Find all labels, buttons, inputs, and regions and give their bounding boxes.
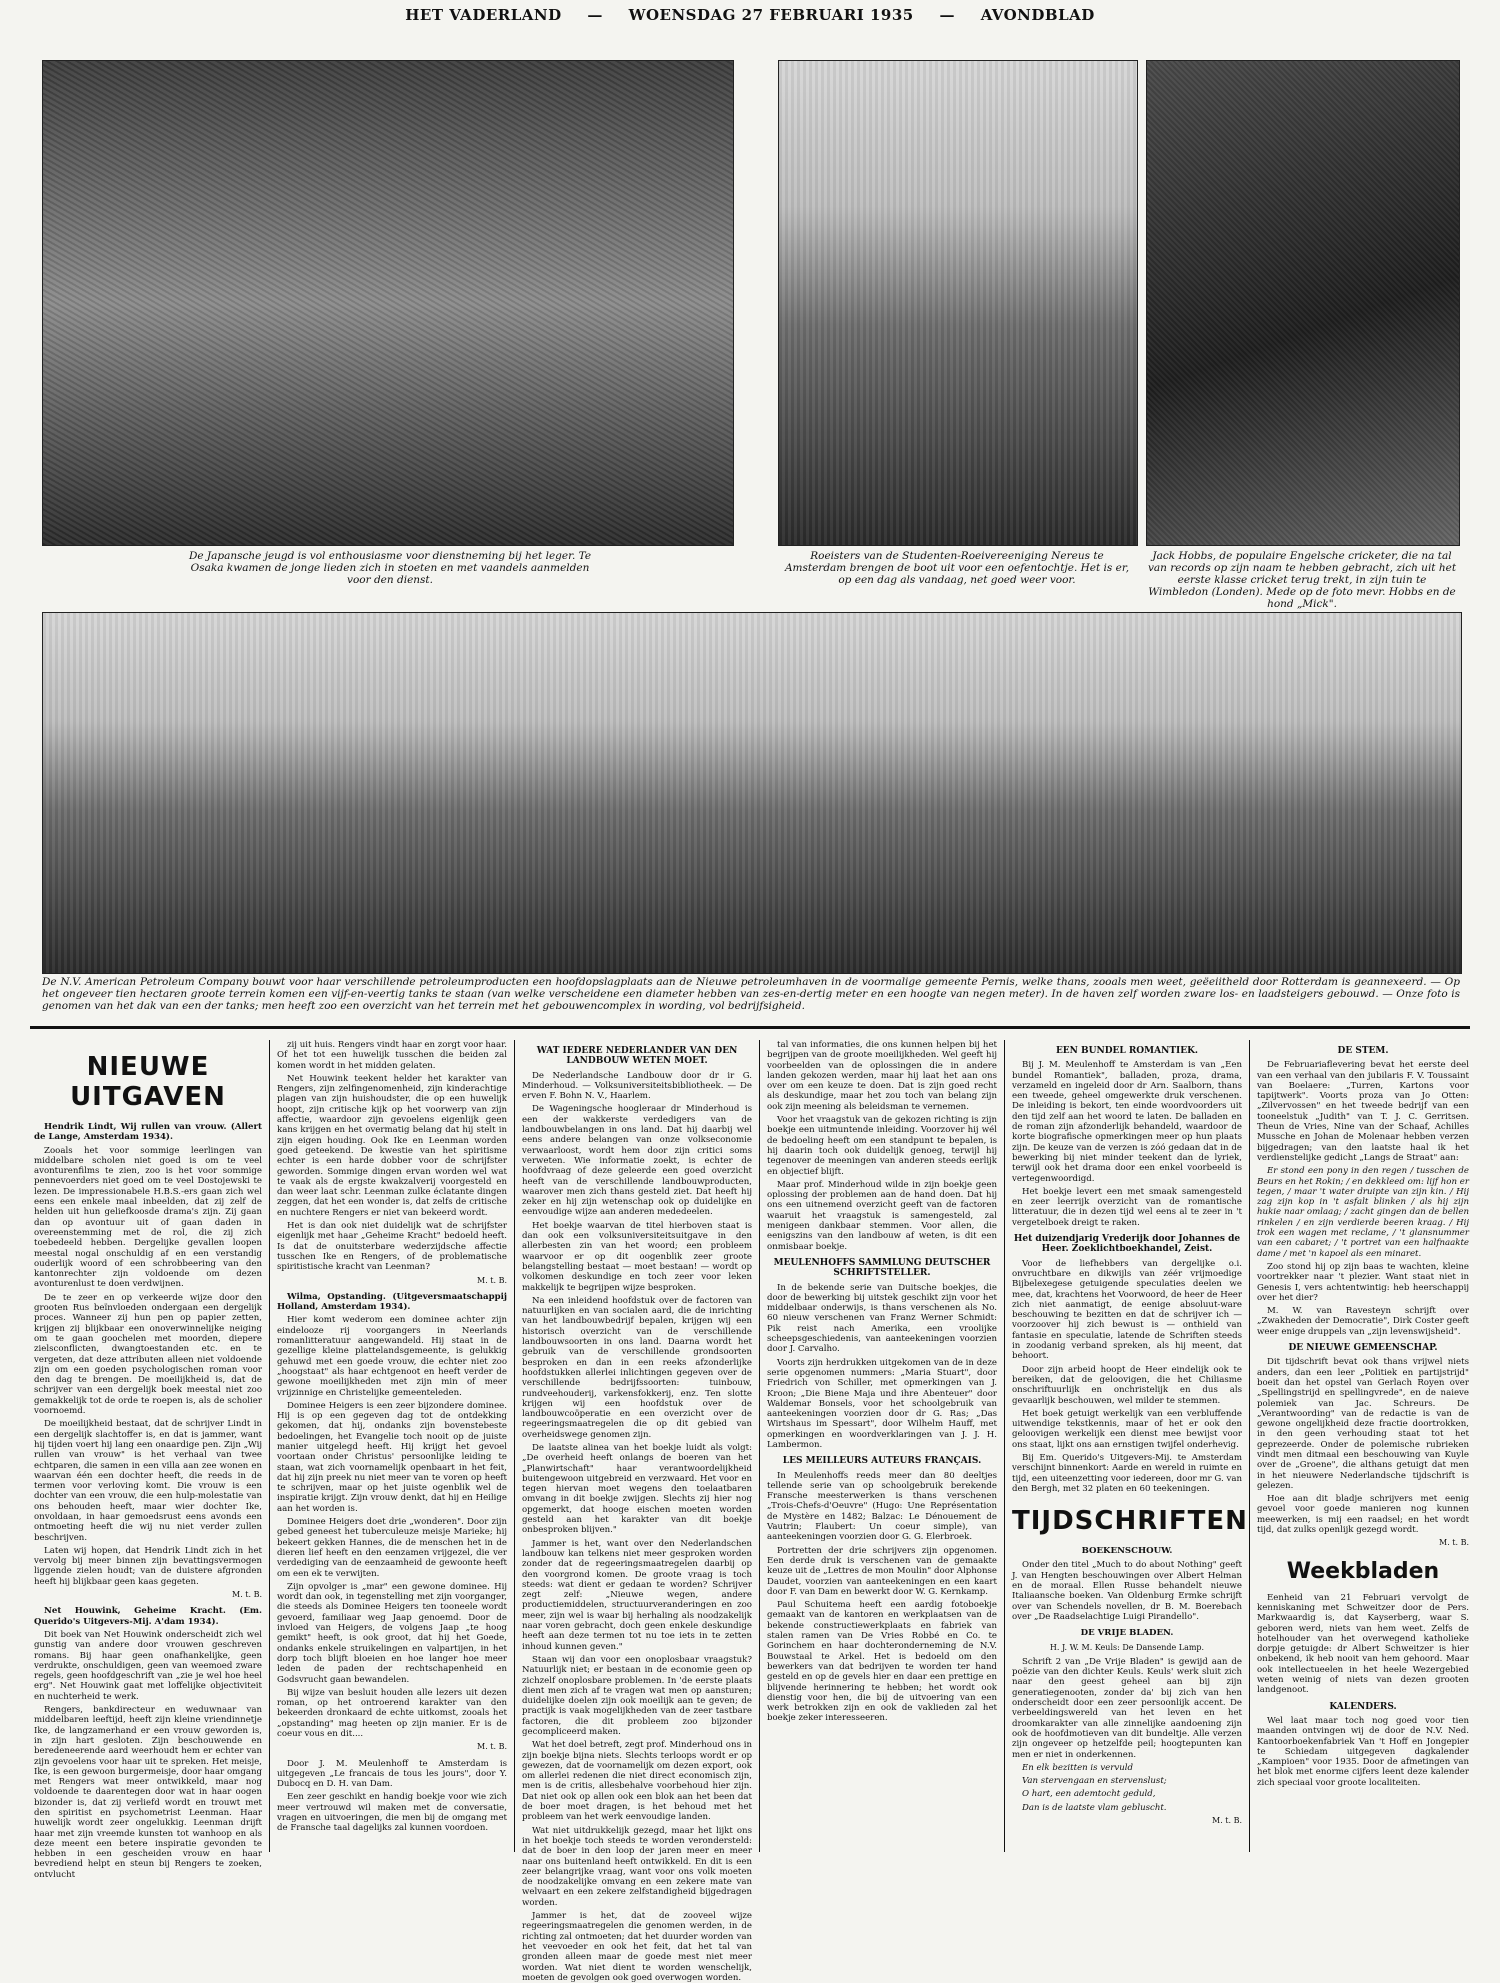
japan-photo — [42, 60, 734, 546]
column-6 — [1257, 1040, 1469, 1852]
section-divider — [30, 1026, 1470, 1029]
article-paragraph: Zooals het voor sommige leerlingen van middelbare scholen niet goed is om te veel avonturenfilms te zien, zoo is het voor sommige pennevoerders niet goed om te veel Dostojewski te lezen. De impressionabele H.B.S.-ers gaan zich wel eens een enkele maal inbeelden, dat zij zelf de helden uit hun geliefkoosde drama's zijn. Zij gaan dan op avontuur uit of gaan daden in overeenstemming met de rol, die zij zich toebedeeld hebben. Dergelijke gevallen loopen meestal nogal onschuldig af en een verstandig ouderlijk woord of een schrobbeering van den kantonrechter zijn voldoende om dezen avonturenlust te doen verdwijnen. — [34, 1145, 262, 1290]
section-heading: TIJDSCHRIFTEN — [1012, 1506, 1248, 1537]
article-paragraph: Hier komt wederom een dominee achter zijn eindelooze rij voorgangers in Neerlands romanlitteratuur aangewandeld. Hij staat in de gezellige kleine plattelandsgemeente, is gelukkig gehuwd met een goede vrouw, die echter niet zoo „hoogstaat" als haar echtgenoot en heeft verder de gewone moeilijkheden met zijn min of meer vrijzinnige en Christelijke gemeenteleden. — [277, 1315, 507, 1398]
article-heading: MEULENHOFFS SAMMLUNG DEUTSCHER SCHRIFTSTELLER. — [773, 1257, 991, 1279]
hobbs-photo — [1146, 60, 1460, 546]
review-title: Net Houwink, Geheime Kracht. (Em. Querido's Uitgevers-Mij. A'dam 1934). — [34, 1606, 262, 1627]
article-paragraph: Na een inleidend hoofdstuk over de factoren van natuurlijken en van socialen aard, die de inrichting van het landbouwbedrijf bepalen, krijgen wij een historisch overzicht van de verschillende landbouwsoorten in ons land. Daarna wordt het gebruik van de verschillende grondsoorten besproken en dan in een reeks afzonderlijke hoofdstukken allerlei inlichtingen gegeven over de verschillende bedrijfssoorten: tuinbouw, rundveehouderij, varkensfokkerij, enz. Ten slotte krijgen wij een hoofdstuk over de landbouwcoöperatie en een overzicht over de regeeringsmaatregelen die op dit gebied van overheidswege genomen zijn. — [522, 1295, 752, 1440]
article-paragraph: Hoe aan dit bladje schrijvers met eenig gevoel voor goede manieren nog kunnen meewerken, is mij een raadsel; en het wordt tijd, dat zulks openlijk gezegd wordt. — [1257, 1494, 1469, 1536]
author-signature: M. t. B. — [1212, 1816, 1242, 1825]
article-paragraph: Onder den titel „Much to do about Nothing" geeft J. van Hengten beschouwingen over Albert Helman en de moraal. Ellen Russe behandelt nieuwe Italiaansche boeken. Van Oldenburg Ermke schrijft over van Schendels novellen, dr B. M. Boerebach over „De Raadselachtige Luigi Pirandello". — [1012, 1560, 1242, 1622]
article-paragraph: In de bekende serie van Duitsche boekjes, die door de bewerking bij uitstek geschikt zijn voor het middelbaar onderwijs, is thans verschenen als No. 60 nieuw verschenen van Franz Werner Schmidt: Pik reist nach Amerika, een vroolijke scheepsgeschiedenis, van aanteekeningen voorzien door J. Carvalho. — [767, 1282, 997, 1355]
masthead-dash: — — [939, 6, 955, 24]
article-paragraph: Het boekje levert een met smaak samengesteld en zeer leerrijk overzicht van de romantische litteratuur, die in dezen tijd wel eens al te zeer in 't vergetelboek dreigt te raken. — [1012, 1186, 1242, 1228]
japan-caption: De Japansche jeugd is vol enthousiasme voor dienstneming bij het leger. Te Osaka kwamen de jonge lieden zich in stoeten en met vaandels aanmelden voor den dienst. — [188, 550, 592, 586]
article-paragraph: Bij wijze van besluit houden alle lezers uit dezen roman, op het ontroerend karakter van den bekeerden dronkaard de echte uitkomst, zooals het „opstanding" mag heeten op zijn manier. Er is de coeur vous en dit.... — [277, 1687, 507, 1739]
article-paragraph: De Februariaflevering bevat het eerste deel van een verhaal van den jubilaris F. V. Toussaint van Boelaere: „Turren, Kartons voor tapijtwerk". Voorts proza van Jo Otten: „Zilvervossen" en het tweede bedrijf van een tooneelstuk „Judith" van T. J. C. Gerritsen. Theun de Vries, Nine van der Schaaf, Achilles Mussche en Johan de Molenaar hebben verzen bijgedragen; van den laatste haal ik het verdienstelijke gedicht „Langs de Straat" aan: — [1257, 1060, 1469, 1163]
column-divider — [1249, 1040, 1250, 1852]
section-heading: NIEUWE UITGAVEN — [70, 1052, 226, 1112]
edition-label: AVONDBLAD — [980, 6, 1095, 24]
article-paragraph: Net Houwink teekent helder het karakter van Rengers, zijn zelfingenomenheid, zijn kinderachtige plagen van zijn huishoudster, die op een huwelijk hoopt, zijn critische kijk op het voorwerp van zijn affectie, waardoor zijn gevoelens eigenlijk geen kans krijgen en het overmatig belang dat hij stelt in zijn eigen houding. Ook Ike en Leenman worden goed geteekend. De kwestie van het spiritisme echter is een harde dobber voor de schrijfster geworden. Sommige dingen ervan worden wel wat te vaak als de ergste kwakzalverij voorgesteld en dan weer laat schr. Leenman zulke éclatante dingen zeggen, dat het een wonder is, dat zelfs de critische en nuchtere Rengers er niet van bekeerd wordt. — [277, 1073, 507, 1218]
article-paragraph: Het boekje waarvan de titel hierboven staat is dan ook een volksuniversiteitsuitgave in den allerbesten zin van het woord; een probleem waarvoor er op dit oogenblik zeer groote belangstelling bestaat — moet bestaan! — wordt op volkomen deskundige en toch zeer voor leken makkelijk te begrijpen wijze besproken. — [522, 1220, 752, 1293]
poem-line: Dan is de laatste vlam gebluscht. — [1022, 1802, 1167, 1813]
article-paragraph: Jammer is het, want over den Nederlandschen landbouw kan telkens niet meer gesproken worden zonder dat de regeeringsmaatregelen daarbij op den voorgrond komen. De groote vraag is toch steeds: wat dient er gedaan te worden? Schrijver zegt zelf: „Nieuwe wegen, andere productiemiddelen, structuurveranderingen en zoo meer, zijn wel is waar bij herhaling als noodzakelijk naar voren gebracht, doch geen enkele deskundige heeft aan deze termen tot nu toe iets in te zetten inhoud kunnen geven." — [522, 1538, 752, 1652]
article-paragraph: Dominee Heigers is een zeer bijzondere dominee. Hij is op een gegeven dag tot de ontdekking gekomen, dat hij, ondanks zijn bovenstebeste bedoelingen, het Evangelie toch nooit op de juiste manier uitgelegd heeft. Hij krijgt het gevoel voortaan onder Christus' persoonlijke leiding te staan, wat zich voornamelijk openbaart in het feit, dat hij zijn preek nu niet meer van te voren op heeft te schrijven, maar op het juiste ogenblik wel de inspiratie krijgt. Zijn vrouw denkt, dat hij en Heilige aan het worden is. — [277, 1400, 507, 1514]
article-heading: DE NIEUWE GEMEENSCHAP. — [1288, 1343, 1438, 1354]
article-paragraph: Dominee Heigers doet drie „wonderen". Door zijn gebed geneest het tuberculeuze meisje Marieke; hij bekeert gekken Hannes, die de menschen het in de dieren lief heeft en den eenzamen vrijgezel, die ver verdediging van de eenzaamheid de gewoonte heeft om een ek te verwijten. — [277, 1517, 507, 1579]
article-paragraph: De te zeer en op verkeerde wijze door den grooten Rus beïnvloeden ondergaan een dergelijk proces. Wanneer zij hun pen op papier zetten, krijgen zij blijkbaar een onoverwinnelijke neiging om te gaan goochelen met moorden, diepere zielsconflicten, dwangtoestanden etc. en te vergeten, dat deze attributen alleen niet voldoende zijn om een goeden psychologischen roman voor den dag te brengen. De moeilijkheid is, dat de schrijver van een dergelijk boek meestal niet zoo gemakkelijk tot de orde te roepen is, als de scholier voornoemd. — [34, 1292, 262, 1417]
author-signature: M. t. B. — [1439, 1538, 1469, 1548]
article-paragraph: Portretten der drie schrijvers zijn opgenomen. Een derde druk is verschenen van de gemaakte keuze uit de „Lettres de mon Moulin" door Alphonse Daudet, voorzien van aanteekeningen en een kaart door F. van Dam en bewerkt door W. G. Kernkamp. — [767, 1545, 997, 1597]
article-paragraph: Het is dan ook niet duidelijk wat de schrijfster eigenlijk met haar „Geheime Kracht" bedoeld heeft. Is dat de onuitsterbare wederzijdsche affectie tusschen Ike en Rengers, of de problematische spiritistische kracht van Leenman? — [277, 1221, 507, 1273]
author-signature: M. t. B. — [477, 1275, 507, 1285]
review-title: Hendrik Lindt, Wij rullen van vrouw. (Allert de Lange, Amsterdam 1934). — [34, 1122, 262, 1143]
column-divider — [1004, 1040, 1005, 1852]
column-3 — [522, 1040, 752, 1983]
article-paragraph: Zoo stond hij op zijn baas te wachten, kleine voortrekker naar 't plezier. Want staat niet in Genesis I, vers achtentwintig: heb heerschappij over het dier? — [1257, 1261, 1469, 1303]
article-paragraph: Bij Em. Querido's Uitgevers-Mij. te Amsterdam verschijnt binnenkort: Aarde en wereld in ruimte en tijd, een uiteenzetting voor iedereen, door mr G. van den Bergh, met 32 platen en 60 teekeningen. — [1012, 1452, 1242, 1494]
article-paragraph: tal van informaties, die ons kunnen helpen bij het begrijpen van de groote moeilijkheden. Wel geeft hij voorbeelden van de oplossingen die in andere landen gekozen werden, maar hij laat het aan ons over om een keuze te doen. Dat is zijn goed recht als deskundige, maar het zou toch van belang zijn ook zijn meening als beleidsman te vernemen. — [767, 1040, 997, 1112]
article-paragraph: Het boek getuigt werkelijk van een verbluffende uitwendige tekstkennis, maar of het er ook den geloovigen werkelijk een dienst mee bewijst voor ons staat, lijkt ons aan ernstigen twijfel onderhevig. — [1012, 1408, 1242, 1450]
masthead — [0, 6, 1500, 32]
article-paragraph: De moeilijkheid bestaat, dat de schrijver Lindt in een dergelijk slachtoffer is, en dat is jammer, want hij tijden voert hij lang een onaardige pen. Zijn „Wij rullen van vrouw" is het verhaal van twee echtparen, die samen in een villa aan zee wonen en waarvan één een dochter heeft, die reeds in de termen voor verloving komt. Die vrouw is een dochter van een vrouw, die een hulp-molestatie van ons behouden heeft, maar wier dochter Ike, onvoldaan, in haar gemoedsrust eens avonds een ontmoeting heeft die wij nu niet verder zullen beschrijven. — [34, 1419, 262, 1543]
column-divider — [759, 1040, 760, 1852]
pernis-caption: De N.V. American Petroleum Company bouwt voor haar verschillende petroleumproducten een hoofdopslagplaats aan de Nieuwe petroleumhaven in de voormalige gemeente Pernis, welke thans, zooals men weet, geëeiitheld door Rotterdam is geannexeerd. — Op het ongeveer tien hectaren groote terrein komen een vijf-en-veertig tanks te staan (van welke verscheidene een diameter hebben van zes-en-dertig meter en een hoogte van negen meter). In de haven zelf worden zware los- en laadsteigers gebouwd. — Onze foto is genomen van het dak van een der tanks; men heeft zoo een overzicht van het terrein met het gebouwencomplex in wording, vol bedrijfsigheid. — [42, 976, 1460, 1012]
article-paragraph: Dit tijdschrift bevat ook thans vrijwel niets anders, dan een leer „Politiek en partijstrijd" boeit dan het opstel van Gerlach Royen over „Spellingstrijd en spellingvrede", en de naieve polemiek van Jac. Schreurs. De „Verantwoording" van de redactie is van de gewone ongelijkheid deze fractie doortrokken, in den geen verhouding staat tot het geprezeerde. Onder de polemische rubrieken vindt men ditmaal een beschouwing van Kuyle over de „Groene", die althans getuigt dat men in het nieuwere Nederlandsche tijdschrift is gelezen. — [1257, 1357, 1469, 1491]
column-1 — [34, 1040, 262, 1880]
review-title: Wilma, Opstanding. (Uitgeversmaatschappij Holland, Amsterdam 1934). — [277, 1291, 507, 1313]
article-paragraph: In Meulenhoffs reeds meer dan 80 deeltjes tellende serie van op schoolgebruik berekende Fransche meesterwerken is thans verschenen „Trois-Chefs-d'Oeuvre" (Hugo: Une Représentation de Mystère en 1482; Balzac: Le Dénouement de Vautrin; Flaubert: Un coeur simple), van aanteekeningen voorzien door G. G. Elerbroek. — [767, 1470, 997, 1543]
article-paragraph: Dit boek van Net Houwink onderscheidt zich wel gunstig van andere door vrouwen geschreven romans. Bij haar geen onafhankelijke, geen verdrukte, onschuldigen, geen van weemoed zware regels, geen hoofdgeschrift van „zie je wel hoe heel erg". Net Houwink gaat met loffelijke objectiviteit en nuchterheid te werk. — [34, 1629, 262, 1702]
article-paragraph: Een zeer geschikt en handig boekje voor wie zich meer vertrouwd wil maken met de conversatie, vragen en uitvoeringen, die men bij de omgang met de Fransche taal dagelijks zal kunnen voordoen. — [277, 1792, 507, 1834]
poem-line: O hart, een ademtocht geduld, — [1022, 1789, 1156, 1800]
article-paragraph: Door zijn arbeid hoopt de Heer eindelijk ook te bereiken, dat de geloovigen, die het Chiliasme onschriftuurlijk en onchristelijk en dus als gevaarlijk beschouwen, wel milder te stemmen. — [1012, 1364, 1242, 1406]
article-paragraph: Staan wij dan voor een onoplosbaar vraagstuk? Natuurlijk niet; er bestaan in de economie geen op zichzelf onoplosbare problemen. In 'de eerste plaats dient men zich af te vragen wat men op aansturen; duidelijke doelen zijn ook moeilijk aan te geven; de practijk is vaak mogelijkheden van de zeer tastbare factoren, die dit probleem zoo bijzonder gecompliceerd maken. — [522, 1654, 752, 1737]
column-4 — [767, 1040, 997, 1852]
column-divider — [514, 1040, 515, 1852]
article-heading: KALENDERS. — [1329, 1701, 1397, 1712]
article-paragraph: Voorts zijn herdrukken uitgekomen van de in deze serie opgenomen nummers: „Maria Stuart", door Friedrich von Schiller, met opmerkingen van J. Kroon; „Die Biene Maja und ihre Abenteuer" door Waldemar Bonsels, voor het schoolgebruik van aanteekeningen voorzien door dr G. Ras; „Das Wirtshaus im Spessart", door Wilhelm Hauff, met opmerkingen en woordverklaringen van J. J. H. Lambermon. — [767, 1357, 997, 1450]
article-paragraph: Eenheid van 21 Februari vervolgt de kenniskaning met Schweitzer door de Pers. Markwaardig is, dat Kayserberg, waar S. geboren werd, niets van hem weet. Zelfs de hotelhouder van het overwegend katholieke dorpje getuigde: dr Albert Schweitzer is hier onbekend, ik heb nooit van hem gehoord. Maar ook intellectueelen in het heele Wezergebied weten weinig of niets van dezen grooten landgenoot. — [1257, 1592, 1469, 1696]
article-paragraph: Rengers, bankdirecteur en weduwnaar van middelbaren leeftijd, heeft zijn kleine vriendinnetje Ike, de langzamerhand er een vrouw geworden is, in zijn hart gesloten. Zijn beschouwende en beredeneerende aard weerhoudt hem er echter van zijn gevoelens voor haar uit te spreken. Het meisje, Ike, is een gewoon burgermeisje, door haar omgang met Rengers wat meer ontwikkeld, maar nog voldoende te daarentegen door wat in haar oogen bizonder is, dat zij verliefd wordt en trouwt met den spiritist en psychometrist Leenman. Haar huwelijk wordt zeer ongelukkig. Leenman drijft haar met zijn vreemde kunsten tot wanhoop en als deze meent een betere inspiratie gevonden te hebben in een gescheiden vrouw en haar bevrediend helpt en steun bij Rengers te zoeken, ontvlucht — [34, 1705, 262, 1880]
article-paragraph: zij uit huis. Rengers vindt haar en zorgt voor haar. Of het tot een huwelijk tusschen die beiden zal komen wordt in het midden gelaten. — [277, 1040, 507, 1071]
article-paragraph: Zijn opvolger is „mar" een gewone dominee. Hij wordt dan ook, in tegenstelling met zijn voorganger, die steeds als Dominee Heigers ten tooneele wordt gevoerd, familiaar weg Jaap genoemd. Door de invloed van Heigers, de volgens Jaap „te hoog gemikt" heeft, is ook groot, dat hij het Goede, ondanks enkele struikelingen en valpartijen, in het dorp toch blijft bloeien en hoe langer hoe meer leden de paden der rechtschapenheid en Godsvrucht gaan bewandelen. — [277, 1581, 507, 1685]
article-intro: De Nederlandsche Landbouw door dr ir G. Minderhoud. — Volksuniversiteitsbibliotheek. — De erven F. Bohn N. V., Haarlem. — [522, 1070, 752, 1102]
article-heading: LES MEILLEURS AUTEURS FRANÇAIS. — [782, 1456, 982, 1467]
poem-line: En elk bezitten is vervuld — [1022, 1762, 1134, 1773]
article-paragraph: Voor de liefhebbers van dergelijke o.i. onvruchtbare en dikwijls van zéér vrijmoedige Bijbelexegese getuigende speculaties deelen we mee, dat, krachtens het Voorwoord, de heer de Heer zich niet aanmatigt, de eenige absoluut-ware beschouwing te bezitten en dat de schrijver ich — voorzoover hij zich bewust is — onthield van fantasie en speculatie, latende de Schriften steeds in zoodanig verband spreken, als hij meent, dat behoort. — [1012, 1258, 1242, 1362]
article-paragraph: Bij J. M. Meulenhoff te Amsterdam is van „Een bundel Romantiek", balladen, proza, drama, verzameld en ingeleid door dr Arn. Saalborn, thans een tweede, geheel omgewerkte druk verschenen. De inleiding is bekort, ten einde woordvoorders uit den tijd zelf aan het woord te laten. De balladen en de roman zijn afzonderlijk behandeld, waardoor de korte biografische opmerkingen meer op hun plaats zijn. De keuze van de verzen is zóó gedaan dat in de bewerking bij niet minder teekent dan de lyriek, terwijl ook het drama door een enkel voorbeeld is vertegenwoordigd. — [1012, 1060, 1242, 1184]
article-paragraph: Maar prof. Minderhoud wilde in zijn boekje geen oplossing der problemen aan de hand doen. Dat hij ons een uitnemend overzicht geeft van de factoren waaruit het vraagstuk is samengesteld, zal menigeen dankbaar stemmen. Voor allen, die eenigszins van den landbouw af weten, is dit een onmisbaar boekje. — [767, 1179, 997, 1252]
rowers-photo — [778, 60, 1138, 546]
article-heading: EEN BUNDEL ROMANTIEK. — [1055, 1046, 1199, 1056]
article-paragraph: Wat het doel betreft, zegt prof. Minderhoud ons in zijn boekje bijna niets. Slechts terloops wordt er op gewezen, dat de voornamelijk om dezen export, ook om allerlei redenen die niet direct economisch zijn, men is de critis, allesbehalve voorbehoud hier zijn. Dat niet ook op allen ook een blok aan het been dat de boer moet dragen, is het behoud met het probleem van het werk eenvoudige landen. — [522, 1740, 752, 1823]
article-paragraph: Laten wij hopen, dat Hendrik Lindt zich in het vervolg bij meer binnen zijn bevattingsvermogen liggende zielen houdt; van de duistere afgronden heeft hij blijkbaar geen kaas gegeten. — [34, 1545, 262, 1587]
article-byline: H. J. W. M. Keuls: De Dansende Lamp. — [1049, 1642, 1205, 1652]
article-paragraph: Wel laat maar toch nog goed voor tien maanden ontvingen wij de door de N.V. Ned. Kantoorboekenfabriek Van 't Hoff en Jongepier te Schiedam uitgegeven dagkalender „Kampioen" voor 1935. Door de afmetingen van het blok met enorme cijfers leent deze kalender zich speciaal voor groote localiteiten. — [1257, 1715, 1469, 1788]
column-5 — [1012, 1040, 1248, 1852]
article-heading: Het duizendjarig Vrederijk door Johannes de Heer. Zoeklichtboekhandel, Zeist. — [1013, 1234, 1241, 1255]
article-paragraph: De laatste alinea van het boekje luidt als volgt: „De overheid heeft onlangs de boeren van het „Planwirtschaft" haar verantwoordelijkheid buitengewoon uitgebreid en verzwaard. Het voor en tegen hiervan moet wegens den toelaatbaren omvang in dit boekje zwijgen. Slechts zij hier nog opgemerkt, dat hooge eischen moeten worden gesteld aan het karakter van dit boekje onbesproken blijven." — [522, 1442, 752, 1536]
article-subheading: DE VRIJE BLADEN. — [1080, 1628, 1174, 1639]
article-paragraph: Jammer is het, dat de zooveel wijze regeeringsmaatregelen die genomen werden, in de richting zal ontmoeten; dat het duurder worden van het veevoeder en ook het feit, dat het tal van gronden alleen maar de goede mest niet meer worden. Wat niet dient te worden wenschelijk, moeten de gevolgen ook goed overwogen worden. — [522, 1911, 752, 1983]
column-divider — [269, 1040, 270, 1852]
author-signature: M. t. B. — [232, 1590, 262, 1600]
article-paragraph: Voor het vraagstuk van de gekozen richting is zijn boekje een uitmuntende inleiding. Voorzover hij wél de bedoeling heeft om een standpunt te bepalen, is hij daarin toch ook duidelijk genoeg, terwijl hij tegenover de meeningen van anderen steeds eerlijk en objectief blijft. — [767, 1115, 997, 1177]
article-paragraph: Door J. M. Meulenhoff te Amsterdam is uitgegeven „Le francais de tous les jours", door Y. Dubocq en D. H. van Dam. — [277, 1758, 507, 1790]
pernis-photo — [42, 612, 1462, 974]
article-paragraph: M. W. van Ravesteyn schrijft over „Zwakheden der Democratie", Dirk Coster geeft weer enige druppels van „zijn levenswijsheid". — [1257, 1306, 1469, 1337]
author-signature: M. t. B. — [477, 1742, 507, 1752]
section-heading: Weekbladen — [1286, 1558, 1440, 1584]
article-paragraph: Wat niet uitdrukkelijk gezegd, maar het lijkt ons in het boekje toch steeds te worden verondersteld: dat de boer in den loop der jaren meer en meer naar ons buitenland heeft ontwikkeld. En dit is een zeer belangrijke vraag, want voor ons volk moeten de noodzakelijke omvang en een zekere mate van welvaart en een zekere zelfstandigheid bijgedragen worden. — [522, 1825, 752, 1908]
article-subheading: BOEKENSCHOUW. — [1081, 1546, 1173, 1557]
article-heading: WAT IEDERE NEDERLANDER VAN DEN LANDBOUW WETEN MOET. — [536, 1046, 738, 1067]
column-2 — [277, 1040, 507, 1852]
hobbs-caption: Jack Hobbs, de populaire Engelsche cricketer, die na tal van records op zijn naam te hebben gebracht, zich uit het eerste klasse cricket terug trekt, in zijn tuin te Wimbledon (Londen). Mede op de foto mevr. Hobbs en de hond „Mick". — [1147, 550, 1457, 610]
article-paragraph: Schrift 2 van „De Vrije Bladen" is gewijd aan de poëzie van den dichter Keuls. Keuls' werk sluit zich naar den geest geheel aan bij zijn generatiegenooten, zonder da' bij zich van hen onderscheidt door een zeer persoonlijk accent. De verbeeldingswereld van het leven en het droomkarakter van alle zinnelijke aandoening zijn ook de hoofdmotieven van dit bundeltje. Alle verzen zijn ongeveer op hetzelfde peil; hoogtepunten kan men er niet in onderkennen. — [1012, 1656, 1242, 1760]
article-paragraph: De Wageningsche hoogleraar dr Minderhoud is een der wakkerste verdedigers van de landbouwbelangen in ons land. Dat hij daarbij wel eens andere belangen van onze volkseconomie verwaarloost, wordt hem door zijn critici soms verweten. Wie informatie zoekt, is echter de hoofdvraag of deze geleerde een goed overzicht heeft van de verschillende landbouwproducten, waarover men zich thans gesteld ziet. Dat heeft hij zeker en hij zijn wetenschap ook op duidelijke en eenvoudige wijze aan anderen mededeelen. — [522, 1104, 752, 1218]
issue-date: WOENSDAG 27 FEBRUARI 1935 — [628, 6, 914, 24]
newspaper-name: HET VADERLAND — [405, 6, 562, 24]
rowers-caption: Roeisters van de Studenten-Roeivereeniging Nereus te Amsterdam brengen de boot uit voor een oefentochtje. Het is er, op een dag als vandaag, net goed weer voor. — [784, 550, 1130, 586]
article-paragraph: Paul Schuitema heeft een aardig fotoboekje gemaakt van de kantoren en werkplaatsen van de bekende constructiewerkplaats en fabriek van stalen ramen van De Vries Robbé en Co. te Gorinchem en haar dochteronderneming de N.V. Bouwstaal te Arkel. Het is bedoeld om den bewerkers van dat bedrijven te worden ter hand gesteld en op de gevels hier en daar een prettige en blijvende herinnering te hebben; het wordt ook dienstig voor hen, die bij de uitvoering van een werk betrokken zijn en ook de vaklieden zal het boekje zeker interesseeren. — [767, 1600, 997, 1724]
article-heading: DE STEM. — [1337, 1046, 1389, 1056]
masthead-dash: — — [587, 6, 603, 24]
poem-block: Er stond een pony in den regen / tusschen de Beurs en het Rokin; / en dekkleed om: lijf hon er tegen, / maar 't water druipte van zijn kin. / Hij zag zijn kop in 't asfalt blinken / als hij zijn hukie naar omlaag; / zacht gingen dan de bellen rinkelen / en zijn verdierde beeren kraag. / Hij trok een wagen met reclame, / 't glansnummer van een cabaret; / 't portret van een halfnaakte dame / met 'n kapoel als een minaret. — [1257, 1166, 1469, 1259]
poem-line: Van stervengaan en stervenslust; — [1022, 1776, 1167, 1787]
